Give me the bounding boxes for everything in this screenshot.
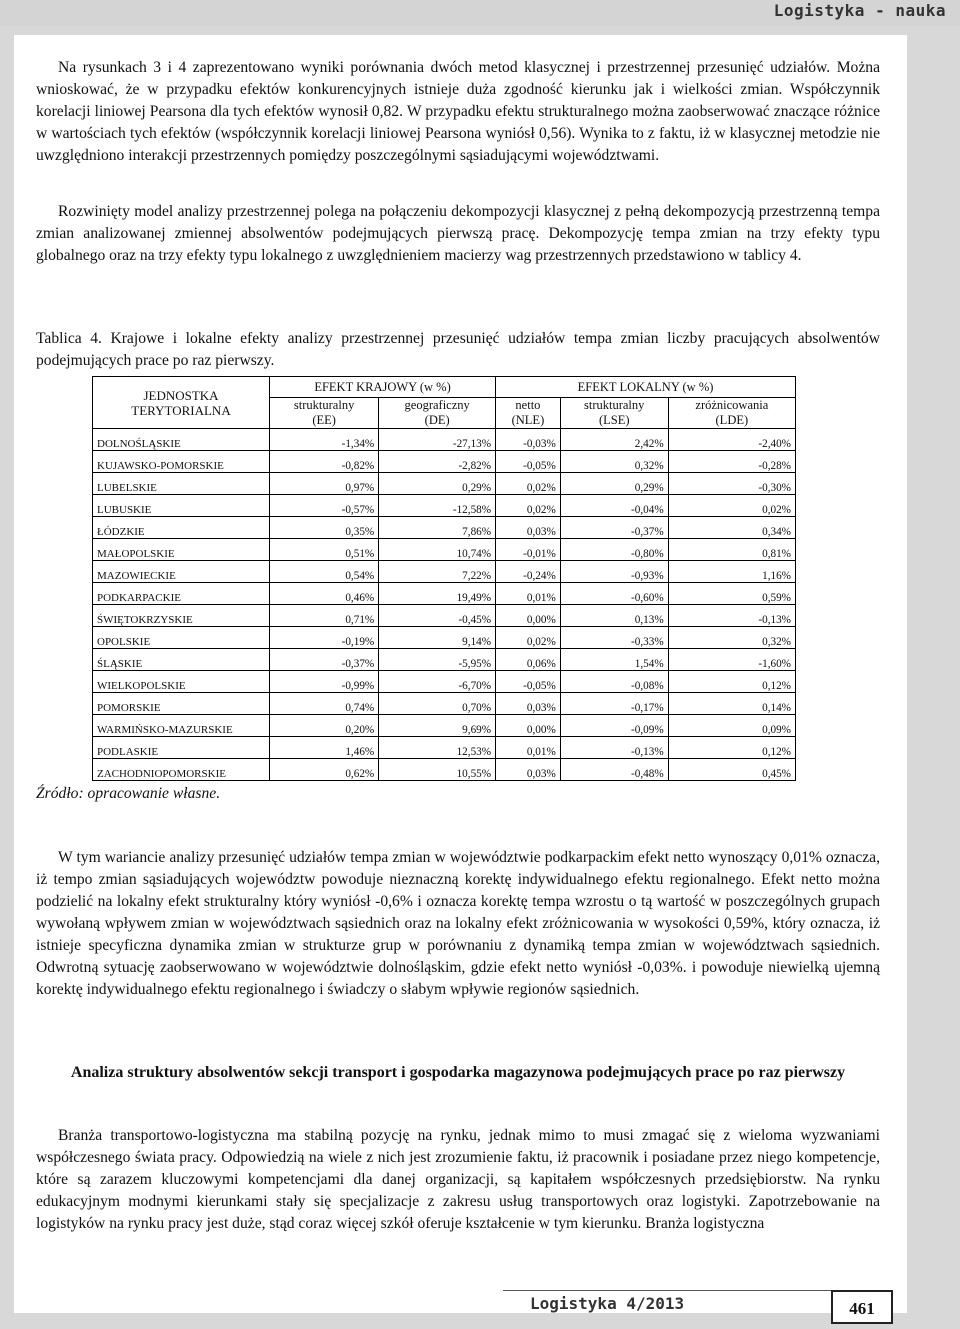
table-cell: 0,12% bbox=[668, 671, 795, 693]
unit-header: JEDNOSTKA TERYTORIALNA bbox=[93, 377, 270, 429]
table-cell: 0,54% bbox=[270, 561, 379, 583]
column-header-4 bbox=[668, 398, 795, 429]
paragraph-3: W tym wariancie analizy przesunięć udziałów tempa zmian w województwie podkarpackim efekt netto wynoszący 0,01% oznacza, iż tempo zmian sąsiadujących województw powoduje nieznaczną korektę indywidualnego efektu regionalnego. Efekt netto można podzielić na lokalny efekt strukturalny który wyniósł -0,6% i oznacza korektę tempa wzrostu o tą wartość w poszczególnych grupach wywołaną wpływem zmian w województwach sąsiednich oraz na lokalny efekt zróżnicowania w wysokości 0,59%, który oznacza, iż istnieje specyficzna dynamika zmian w strukturze grup w porównaniu z dynamiką tempa zmian w województwach sąsiednich. Odwrotną sytuację zaobserwowano w województwie dolnośląskim, gdzie efekt netto wyniósł -0,03%. i powoduje niewielką ujemną korektę indywidualnego efektu regionalnego i świadczy o słabym wpływie regionów sąsiednich. bbox=[36, 849, 880, 998]
region-name: ŁÓDZKIE bbox=[93, 517, 270, 539]
column-header-0 bbox=[270, 398, 379, 429]
column-name: geograficzny bbox=[404, 398, 470, 412]
table-cell: -0,37% bbox=[560, 517, 668, 539]
table-body bbox=[93, 429, 796, 781]
table-cell: 1,16% bbox=[668, 561, 795, 583]
region-name: ŚWIĘTOKRZYSKIE bbox=[93, 605, 270, 627]
table-cell: -0,13% bbox=[560, 737, 668, 759]
table-cell: -0,01% bbox=[496, 539, 561, 561]
table-cell: -1,34% bbox=[270, 429, 379, 451]
table-cell: 10,55% bbox=[379, 759, 496, 781]
table-row bbox=[93, 561, 796, 583]
table-cell: -0,05% bbox=[496, 451, 561, 473]
region-name: PODKARPACKIE bbox=[93, 583, 270, 605]
region-name: MAZOWIECKIE bbox=[93, 561, 270, 583]
region-name: PODLASKIE bbox=[93, 737, 270, 759]
table-row bbox=[93, 429, 796, 451]
region-name: POMORSKIE bbox=[93, 693, 270, 715]
table-cell: 0,62% bbox=[270, 759, 379, 781]
table-cell: 0,29% bbox=[379, 473, 496, 495]
table-cell: -0,48% bbox=[560, 759, 668, 781]
footer-rule bbox=[503, 1290, 831, 1291]
table-cell: -6,70% bbox=[379, 671, 496, 693]
page-number: 461 bbox=[831, 1290, 893, 1324]
column-abbr: (DE) bbox=[424, 413, 450, 427]
table-cell: 0,06% bbox=[496, 649, 561, 671]
table-cell: 0,34% bbox=[668, 517, 795, 539]
table-cell: 0,14% bbox=[668, 693, 795, 715]
table-cell: 0,71% bbox=[270, 605, 379, 627]
table-row bbox=[93, 495, 796, 517]
table-row bbox=[93, 473, 796, 495]
table-cell: 0,81% bbox=[668, 539, 795, 561]
region-name: OPOLSKIE bbox=[93, 627, 270, 649]
table-row bbox=[93, 451, 796, 473]
table-cell: 0,02% bbox=[496, 495, 561, 517]
table-cell: -0,57% bbox=[270, 495, 379, 517]
table-cell: 0,12% bbox=[668, 737, 795, 759]
table-cell: -0,24% bbox=[496, 561, 561, 583]
paragraph-1: Na rysunkach 3 i 4 zaprezentowano wyniki porównania dwóch metod klasycznej i przestrzennej przesunięć udziałów. Można wnioskować, że w przypadku efektów konkurencyjnych istnieje duża zgodność kierunku jak i wielkości zmian. Współczynnik korelacji liniowej Pearsona dla tych efektów wynosił 0,82. W przypadku efektu strukturalnego można zaobserwować znaczące różnice w wartościach tych efektów (współczynnik korelacji liniowej Pearsona wyniósł 0,56). Wynika to z faktu, iż w klasycznej metodzie nie uwzględniono interakcji przestrzennych pomiędzy poszczególnymi sąsiadującymi województwami. bbox=[36, 59, 880, 164]
table-cell: -5,95% bbox=[379, 649, 496, 671]
table-row bbox=[93, 671, 796, 693]
table-cell: 0,00% bbox=[496, 605, 561, 627]
region-name: ŚLĄSKIE bbox=[93, 649, 270, 671]
table-cell: 2,42% bbox=[560, 429, 668, 451]
national-effect-header: EFEKT KRAJOWY (w %) bbox=[270, 377, 496, 398]
region-name: DOLNOŚLĄSKIE bbox=[93, 429, 270, 451]
table-row bbox=[93, 627, 796, 649]
running-header bbox=[0, 0, 960, 26]
table-cell: -0,13% bbox=[668, 605, 795, 627]
table-cell: 0,32% bbox=[560, 451, 668, 473]
table-cell: -0,09% bbox=[560, 715, 668, 737]
column-name: strukturalny bbox=[293, 398, 355, 412]
column-abbr: (NLE) bbox=[511, 413, 545, 427]
table-row bbox=[93, 539, 796, 561]
table-cell: 0,02% bbox=[496, 627, 561, 649]
table-cell: -27,13% bbox=[379, 429, 496, 451]
effects-table bbox=[92, 376, 796, 781]
region-name: WIELKOPOLSKIE bbox=[93, 671, 270, 693]
table-cell: 0,20% bbox=[270, 715, 379, 737]
table-cell: -0,33% bbox=[560, 627, 668, 649]
running-header-title: Logistyka - nauka bbox=[773, 1, 946, 20]
table-cell: -0,99% bbox=[270, 671, 379, 693]
table-cell: -0,19% bbox=[270, 627, 379, 649]
table-cell: -2,40% bbox=[668, 429, 795, 451]
table-cell: 0,03% bbox=[496, 759, 561, 781]
table-cell: -0,37% bbox=[270, 649, 379, 671]
region-name: KUJAWSKO-POMORSKIE bbox=[93, 451, 270, 473]
table-cell: 0,59% bbox=[668, 583, 795, 605]
table-cell: -0,04% bbox=[560, 495, 668, 517]
table-cell: -0,30% bbox=[668, 473, 795, 495]
table-cell: 0,01% bbox=[496, 737, 561, 759]
footer-journal: Logistyka 4/2013 bbox=[530, 1294, 685, 1313]
column-name: strukturalny bbox=[584, 398, 645, 412]
table-cell: 0,09% bbox=[668, 715, 795, 737]
column-header-1 bbox=[379, 398, 496, 429]
table-cell: 0,02% bbox=[496, 473, 561, 495]
table-row bbox=[93, 737, 796, 759]
table-row bbox=[93, 605, 796, 627]
table-cell: -0,03% bbox=[496, 429, 561, 451]
table-cell: 1,54% bbox=[560, 649, 668, 671]
table-cell: -0,60% bbox=[560, 583, 668, 605]
table-cell: 0,02% bbox=[668, 495, 795, 517]
column-header-2 bbox=[496, 398, 561, 429]
table-cell: 9,14% bbox=[379, 627, 496, 649]
table-row bbox=[93, 693, 796, 715]
local-effect-header: EFEKT LOKALNY (w %) bbox=[496, 377, 796, 398]
table-cell: 0,13% bbox=[560, 605, 668, 627]
table-row bbox=[93, 649, 796, 671]
section-heading: Analiza struktury absolwentów sekcji transport i gospodarka magazynowa podejmujących prace po raz pierwszy bbox=[70, 1064, 846, 1081]
table-cell: 0,03% bbox=[496, 693, 561, 715]
region-name: LUBUSKIE bbox=[93, 495, 270, 517]
table-cell: 1,46% bbox=[270, 737, 379, 759]
table-cell: -0,17% bbox=[560, 693, 668, 715]
table-cell: -0,05% bbox=[496, 671, 561, 693]
table-cell: -0,93% bbox=[560, 561, 668, 583]
table-caption: Tablica 4. Krajowe i lokalne efekty analizy przestrzennej przesunięć udziałów tempa zmian liczby pracujących absolwentów podejmujących prace po raz pierwszy. bbox=[36, 330, 880, 369]
table-cell: -0,82% bbox=[270, 451, 379, 473]
table-cell: -0,45% bbox=[379, 605, 496, 627]
table-source: Źródło: opracowanie własne. bbox=[36, 785, 221, 802]
table-cell: 0,46% bbox=[270, 583, 379, 605]
table-cell: 0,32% bbox=[668, 627, 795, 649]
table-row bbox=[93, 759, 796, 781]
column-header-3 bbox=[560, 398, 668, 429]
table-cell: 7,22% bbox=[379, 561, 496, 583]
table-cell: 0,45% bbox=[668, 759, 795, 781]
region-name: LUBELSKIE bbox=[93, 473, 270, 495]
table-cell: -12,58% bbox=[379, 495, 496, 517]
table-cell: -1,60% bbox=[668, 649, 795, 671]
table-cell: -2,82% bbox=[379, 451, 496, 473]
table-cell: 0,00% bbox=[496, 715, 561, 737]
table-cell: 12,53% bbox=[379, 737, 496, 759]
column-name: zróżnicowania bbox=[695, 398, 769, 412]
table-cell: 10,74% bbox=[379, 539, 496, 561]
column-abbr: (LDE) bbox=[715, 413, 749, 427]
column-name: netto bbox=[515, 398, 541, 412]
table-cell: 0,29% bbox=[560, 473, 668, 495]
table-cell: 0,35% bbox=[270, 517, 379, 539]
paragraph-2: Rozwinięty model analizy przestrzennej polega na połączeniu dekompozycji klasycznej z pełną dekompozycją przestrzenną tempa zmian analizowanej zmiennej absolwentów podejmujących pierwszą pracę. Dekompozycję tempa zmian na trzy efekty typu globalnego oraz na trzy efekty typu lokalnego z uwzględnieniem macierzy wag przestrzennych przedstawiono w tablicy 4. bbox=[36, 203, 880, 264]
table-cell: 0,74% bbox=[270, 693, 379, 715]
table-cell: 19,49% bbox=[379, 583, 496, 605]
table-cell: -0,28% bbox=[668, 451, 795, 473]
table-row bbox=[93, 517, 796, 539]
table-cell: 0,97% bbox=[270, 473, 379, 495]
paragraph-4: Branża transportowo-logistyczna ma stabilną pozycję na rynku, jednak mimo to musi zmagać się z wieloma wyzwaniami współczesnego świata pracy. Odpowiedzią na wiele z nich jest zrozumienie faktu, iż pracownik i posiadane przez niego kompetencje, które są zarazem kluczowymi kompetencjami dla danej organizacji, są kapitałem współczesnych przedsiębiorstw. Na rynku edukacyjnym modnymi kierunkami stały się specjalizacje z zakresu usług transportowych oraz logistyki. Zapotrzebowanie na logistyków na rynku pracy jest duże, stąd coraz więcej szkół oferuje kształcenie w tym kierunku. Branża logistyczna bbox=[36, 1127, 880, 1232]
region-name: MAŁOPOLSKIE bbox=[93, 539, 270, 561]
table-cell: 0,70% bbox=[379, 693, 496, 715]
column-abbr: (LSE) bbox=[598, 413, 630, 427]
table-row bbox=[93, 715, 796, 737]
table-cell: -0,08% bbox=[560, 671, 668, 693]
table-cell: -0,80% bbox=[560, 539, 668, 561]
table-cell: 7,86% bbox=[379, 517, 496, 539]
table-cell: 9,69% bbox=[379, 715, 496, 737]
table-cell: 0,03% bbox=[496, 517, 561, 539]
region-name: ZACHODNIOPOMORSKIE bbox=[93, 759, 270, 781]
page bbox=[14, 35, 907, 1313]
column-abbr: (EE) bbox=[312, 413, 336, 427]
table-cell: 0,51% bbox=[270, 539, 379, 561]
table-row bbox=[93, 583, 796, 605]
table-cell: 0,01% bbox=[496, 583, 561, 605]
region-name: WARMIŃSKO-MAZURSKIE bbox=[93, 715, 270, 737]
